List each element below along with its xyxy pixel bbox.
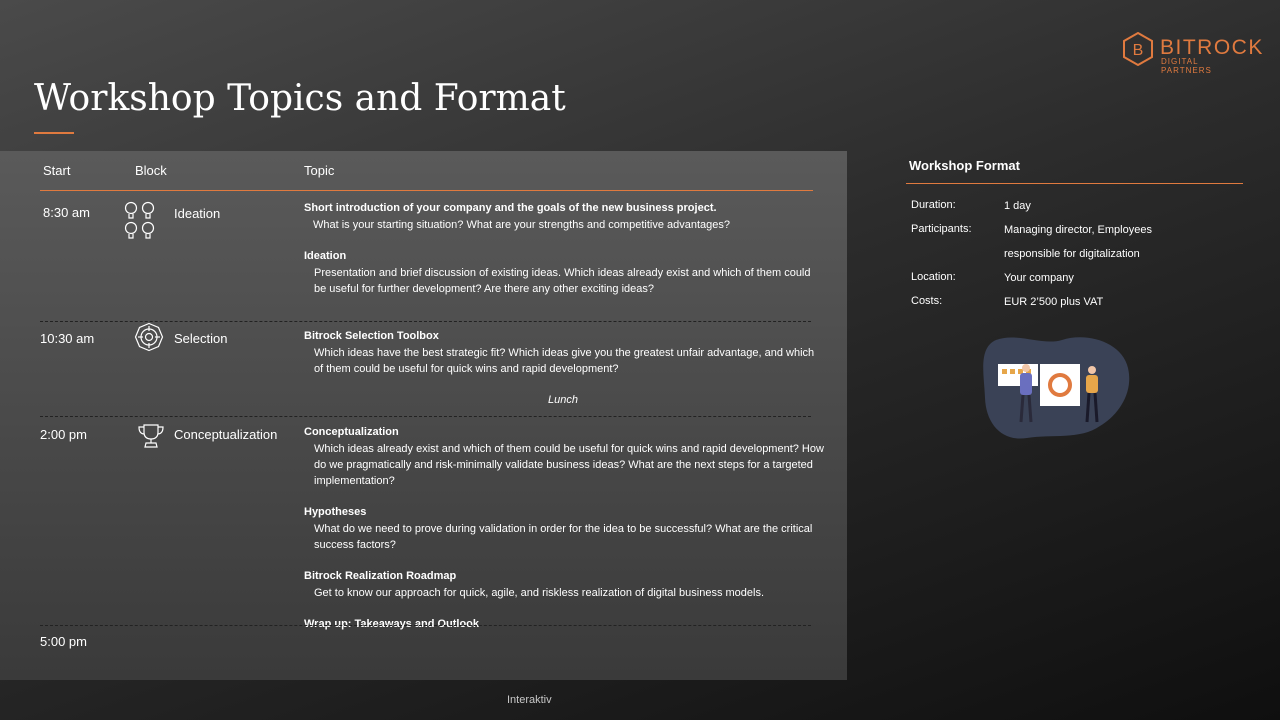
topic-concept-heading: Conceptualization	[304, 426, 399, 438]
topic-intro-heading: Short introduction of your company and the goals of the new business project.	[304, 202, 717, 214]
format-label-participants: Participants:	[911, 223, 972, 235]
title-underline	[34, 132, 74, 134]
time-selection: 10:30 am	[40, 331, 95, 346]
topic-roadmap-heading: Bitrock Realization Roadmap	[304, 570, 457, 582]
lunch-note: Lunch	[548, 394, 578, 406]
logo-name: BITROCK	[1160, 36, 1264, 59]
format-label-location: Location:	[911, 271, 956, 283]
topic-hypotheses-desc: What do we need to prove during validation in order for the idea to be successful? What are the critical success factors?	[314, 523, 813, 551]
format-value-costs: EUR 2’500 plus VAT	[1004, 296, 1104, 308]
time-end: 5:00 pm	[40, 634, 87, 649]
block-ideation: Ideation	[174, 206, 221, 221]
topic-hypotheses-heading: Hypotheses	[304, 506, 367, 518]
format-rule	[906, 183, 1243, 184]
time-conceptualization: 2:00 pm	[40, 427, 87, 442]
block-conceptualization: Conceptualization	[174, 427, 278, 442]
trophy-icon	[137, 423, 165, 449]
topic-toolbox-desc: Which ideas have the best strategic fit? Which ideas give you the greatest unfair advantage, and which of them could be useful for quick wins and rapid development?	[314, 347, 815, 375]
header-start: Start	[43, 163, 71, 178]
presentation-illustration	[982, 334, 1132, 440]
footer-label: Interaktiv	[507, 694, 552, 706]
topic-intro-desc: What is your starting situation? What are your strengths and competitive advantages?	[313, 219, 730, 231]
header-rule	[40, 190, 813, 191]
topic-concept-desc: Which ideas already exist and which of them could be useful for quick wins and rapid development? How do we pragmatically and risk-minimally validate business ideas? What are the next steps for a targeted implementation?	[314, 443, 824, 487]
topic-toolbox-heading: Bitrock Selection Toolbox	[304, 330, 439, 342]
header-block: Block	[135, 163, 167, 178]
lightbulbs-icon	[123, 200, 157, 242]
topic-roadmap-desc: Get to know our approach for quick, agile, and riskless realization of digital business models.	[314, 587, 765, 599]
divider	[40, 625, 811, 626]
header-topic: Topic	[304, 163, 335, 178]
block-selection: Selection	[174, 331, 228, 346]
format-label-duration: Duration:	[911, 199, 956, 211]
format-value-location: Your company	[1004, 272, 1074, 284]
page-title: Workshop Topics and Format	[34, 78, 566, 119]
target-gear-icon	[134, 322, 164, 352]
format-value-participants: Managing director, Employees responsible for digitalization	[1004, 224, 1152, 260]
svg-text:B: B	[1132, 42, 1144, 59]
format-value-duration: 1 day	[1004, 200, 1031, 212]
format-label-costs: Costs:	[911, 295, 943, 307]
hexagon-logo-icon	[1122, 32, 1154, 66]
topic-wrapup-heading: Wrap up: Takeaways and Outlook	[304, 618, 480, 630]
time-ideation: 8:30 am	[43, 205, 90, 220]
logo-tagline: DIGITAL PARTNERS	[1161, 57, 1212, 75]
topic-ideation-heading: Ideation	[304, 250, 347, 262]
format-title: Workshop Format	[909, 158, 1020, 173]
topic-ideation-desc: Presentation and brief discussion of existing ideas. Which ideas already exist and which of them could be useful for further development? Are there any other exciting ideas?	[314, 267, 811, 295]
divider	[40, 416, 811, 417]
bitrock-logo	[1122, 32, 1264, 75]
